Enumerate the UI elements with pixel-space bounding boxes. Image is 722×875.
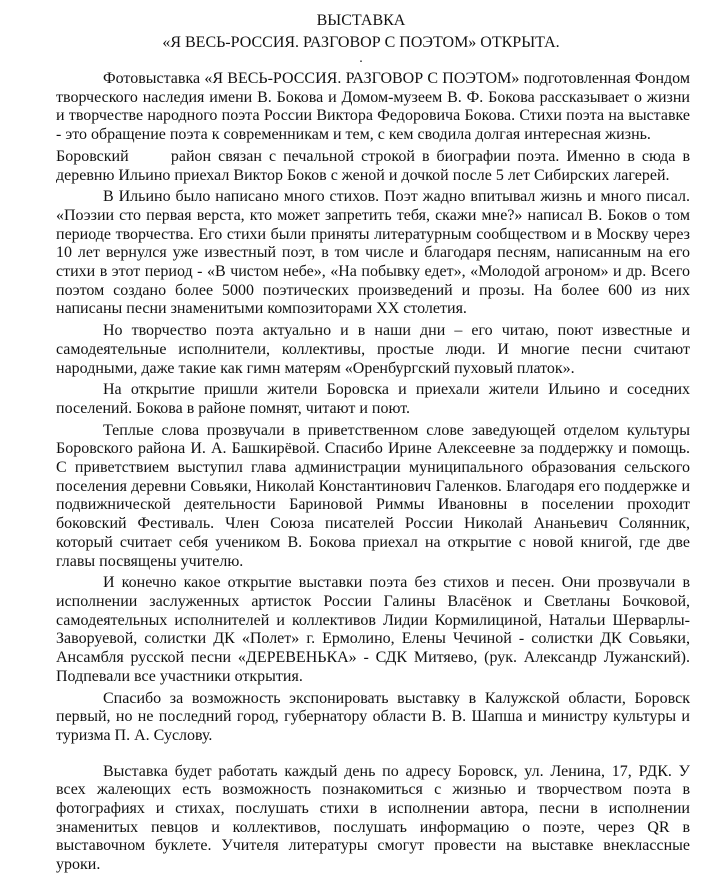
paragraph-thanks: Спасибо за возможность экспонировать выставку в Калужской области, Боровск первый, но не последний город, губернатору области В. В. Шапша и министру культуры и туризма П. А. Суслову. — [56, 689, 690, 744]
paragraph-opening-visitors: На открытие пришли жители Боровска и приехали жители Ильино и соседних поселений. Бокова в районе помнят, читают и поют. — [56, 381, 690, 417]
paragraph-schedule: Выставка будет работать каждый день по адресу Боровск, ул. Ленина, 17, РДК. У всех жалеющих есть возможность познакомиться с жизнью и творчеством поэта в фотографиях и стихах, послушать стихи в исполнении автора, песни в исполнении знаменитых певцов и коллективов, послушать информацию о поэте, через QR в выставочном буклете. Учителя литературы смогут провести на выставке внеклассные уроки. — [56, 762, 690, 874]
paragraph-intro: Фотовыставка «Я ВЕСЬ-РОССИЯ. РАЗГОВОР С ПОЭТОМ» подготовленная Фондом творческого наследия имени В. Бокова и Домом-музеем В. Ф. Бокова рассказывает о жизни и творчестве народного поэта России Виктора Федоровича Бокова. Стихи поэта на выставке - это обращение поэта к современникам и тем, с кем сводила долгая интересная жизнь. — [56, 70, 690, 144]
paragraph-greetings: Теплые слова прозвучали в приветственном слове заведующей отделом культуры Боровского района И. А. Башкирёвой. Спасибо Ирине Алексеевне за поддержку и помощь. С приветствием выступил глава администрации муниципального образования сельского поселения деревни Совьяки, Николай Константинович Галенков. Благодаря его поддержке и подвижнической деятельности Бариновой Риммы Ивановны в поселении проходит боковский Фестиваль. Член Союза писателей России Николай Ананьевич Солянник, который считает себя учеником В. Бокова приехал на открытие с новой книгой, где две главы посвящены учителю. — [56, 421, 690, 570]
paragraph-creativity-today: Но творчество поэта актуально и в наши дни – его читаю, поют известные и самодеятельные исполнители, коллективы, простые люди. И многие песни считают народными, даже такие как гимн матерям «Оренбургский пуховый платок». — [56, 322, 690, 377]
document-title-line2: «Я ВЕСЬ-РОССИЯ. РАЗГОВОР С ПОЭТОМ» ОТКРЫТА. — [162, 34, 560, 51]
document-body — [56, 70, 694, 875]
paragraph-borovsk: Боровский район связан с печальной строкой в биографии поэта. Именно в сюда в деревню Ильино приехал Виктор Боков с женой и дочкой после 5 лет Сибирских лагерей. — [56, 147, 694, 184]
title-separator: . — [359, 51, 363, 66]
document-title-line1: ВЫСТАВКА — [316, 12, 406, 29]
paragraph-performances: И конечно какое открытие выставки поэта без стихов и песен. Они прозвучали в исполнении заслуженных артисток России Галины Власёнок и Светланы Бочковой, самодеятельных исполнителей и коллективов Лидии Кормилициной, Натальи Шерварлы-Заворуевой, солистки ДК «Полет» г. Ермолино, Елены Чечиной - солистки ДК Совьяки, Ансамбля русской песни «ДЕРЕВЕНЬКА» - СДК Митяево, (рук. Александр Лужанский). Подпевали все участники открытия. — [56, 574, 690, 685]
paragraph-ilyino: В Ильино было написано много стихов. Поэт жадно впитывал жизнь и много писал. «Поэзии сто первая верста, кто может запретить тебя, скажи мне?» написал В. Боков о том периоде творчества. Его стихи были приняты литературным сообществом и в Москву через 10 лет вернулся уже известный поэт, в том числе и благодаря песням, написанным на его стихи в этот период - «В чистом небе», «На побывку едет», «Молодой агроном» и др. Всего поэтом создано более 5000 поэтических произведений и прозы. На более 600 из них написаны песни знаменитыми композиторами XX столетия. — [56, 188, 690, 318]
